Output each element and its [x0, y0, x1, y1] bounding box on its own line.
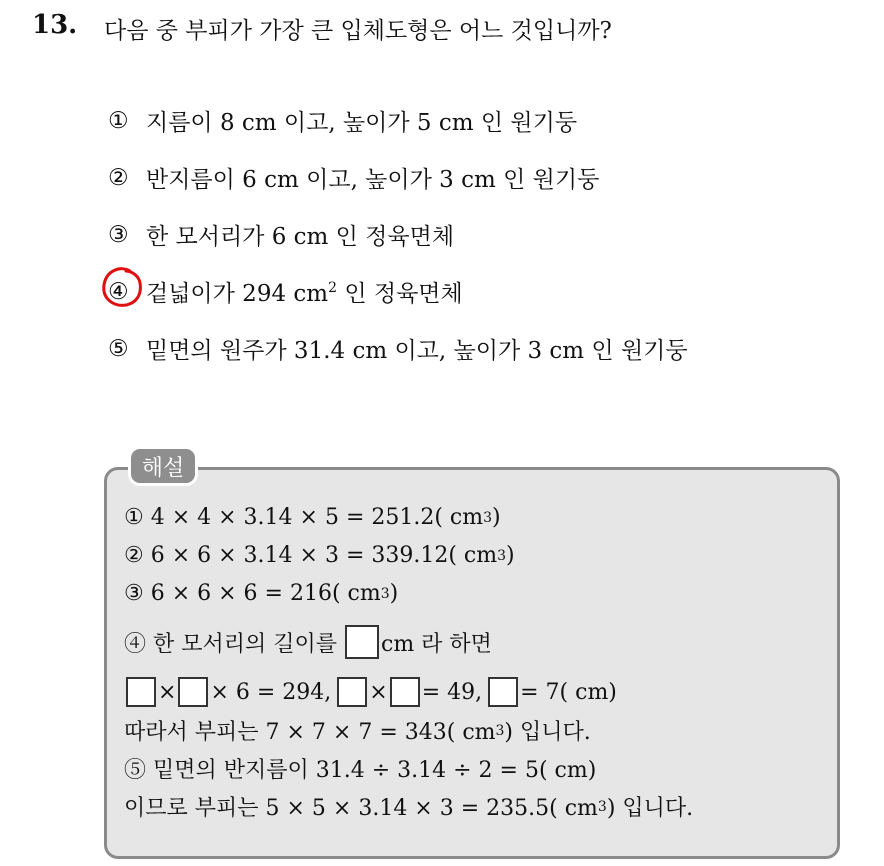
solution-superscript: 3 [483, 509, 493, 526]
solution-text: ) [389, 581, 399, 606]
solution-superscript: 3 [495, 722, 505, 739]
solution-text: ) 입니다. [504, 720, 591, 745]
solution-line-4 [124, 625, 492, 659]
solution-text: ① 4 × 4 × 3.14 × 5 = 251.2( cm [124, 505, 484, 530]
solution-text: cm 라 하면 [381, 631, 492, 657]
solution-superscript: 3 [597, 798, 607, 815]
choice-number: ③ [108, 221, 129, 248]
solution-text: ② 6 × 6 × 3.14 × 3 = 339.12( cm [124, 543, 498, 568]
solution-text: = 7( cm) [520, 679, 617, 705]
solution-text: × 6 = 294, [210, 679, 332, 705]
blank-box [178, 677, 208, 707]
blank-box [345, 625, 379, 659]
solution-line-8 [124, 791, 693, 822]
choice-superscript: 2 [328, 280, 338, 296]
solution-line-2 [124, 543, 515, 568]
solution-text: ④ 한 모서리의 길이를 [124, 631, 337, 657]
solution-text: ) 입니다. [606, 796, 694, 821]
choice-2[interactable] [108, 161, 599, 194]
times-sign: × [369, 679, 388, 705]
choice-4[interactable] [108, 275, 463, 308]
choice-text: 밑면의 원주가 31.4 cm 이고, 높이가 3 cm 인 원기둥 [146, 338, 688, 364]
choice-5[interactable] [108, 332, 688, 365]
question-number: 13. [32, 10, 78, 40]
solution-text: ) [506, 543, 515, 568]
choice-number: ⑤ [108, 335, 129, 362]
choice-text-main: 겉넓이가 294 cm [146, 281, 329, 307]
solution-label: 해설 [128, 446, 198, 486]
solution-line-1 [124, 505, 501, 530]
solution-line-5 [124, 677, 617, 707]
choice-text-tail: 인 정육면체 [337, 281, 463, 307]
answer-circle-mark [100, 265, 144, 309]
choice-number: ② [108, 164, 129, 191]
solution-superscript: 3 [380, 585, 390, 602]
blank-box [126, 677, 156, 707]
choice-text: 한 모서리가 6 cm 인 정육면체 [146, 224, 455, 250]
times-sign: × [158, 679, 177, 705]
solution-line-6 [124, 715, 591, 746]
choice-number: ① [108, 107, 129, 134]
solution-text: ) [492, 505, 501, 530]
solution-text: ③ 6 × 6 × 6 = 216( cm [124, 581, 381, 606]
solution-text: = 49, [421, 679, 483, 705]
solution-line-7 [124, 753, 596, 784]
choice-3[interactable] [108, 218, 454, 251]
blank-box [337, 677, 367, 707]
solution-text: 이므로 부피는 5 × 5 × 3.14 × 3 = 235.5( cm [124, 796, 598, 821]
question-text: 다음 중 부피가 가장 큰 입체도형은 어느 것입니까? [104, 18, 612, 44]
choice-1[interactable] [108, 104, 577, 137]
blank-box [390, 677, 420, 707]
choice-text: 반지름이 6 cm 이고, 높이가 3 cm 인 원기둥 [146, 167, 600, 193]
solution-superscript: 3 [497, 547, 507, 564]
solution-line-3 [124, 581, 398, 606]
blank-box [488, 677, 518, 707]
choice-text: 지름이 8 cm 이고, 높이가 5 cm 인 원기둥 [146, 110, 578, 136]
choice-number: ④ [108, 278, 129, 305]
solution-text: 따라서 부피는 7 × 7 × 7 = 343( cm [124, 720, 496, 745]
solution-text: ⑤ 밑면의 반지름이 31.4 ÷ 3.14 ÷ 2 = 5( cm) [124, 758, 597, 783]
choice-text [146, 275, 463, 308]
